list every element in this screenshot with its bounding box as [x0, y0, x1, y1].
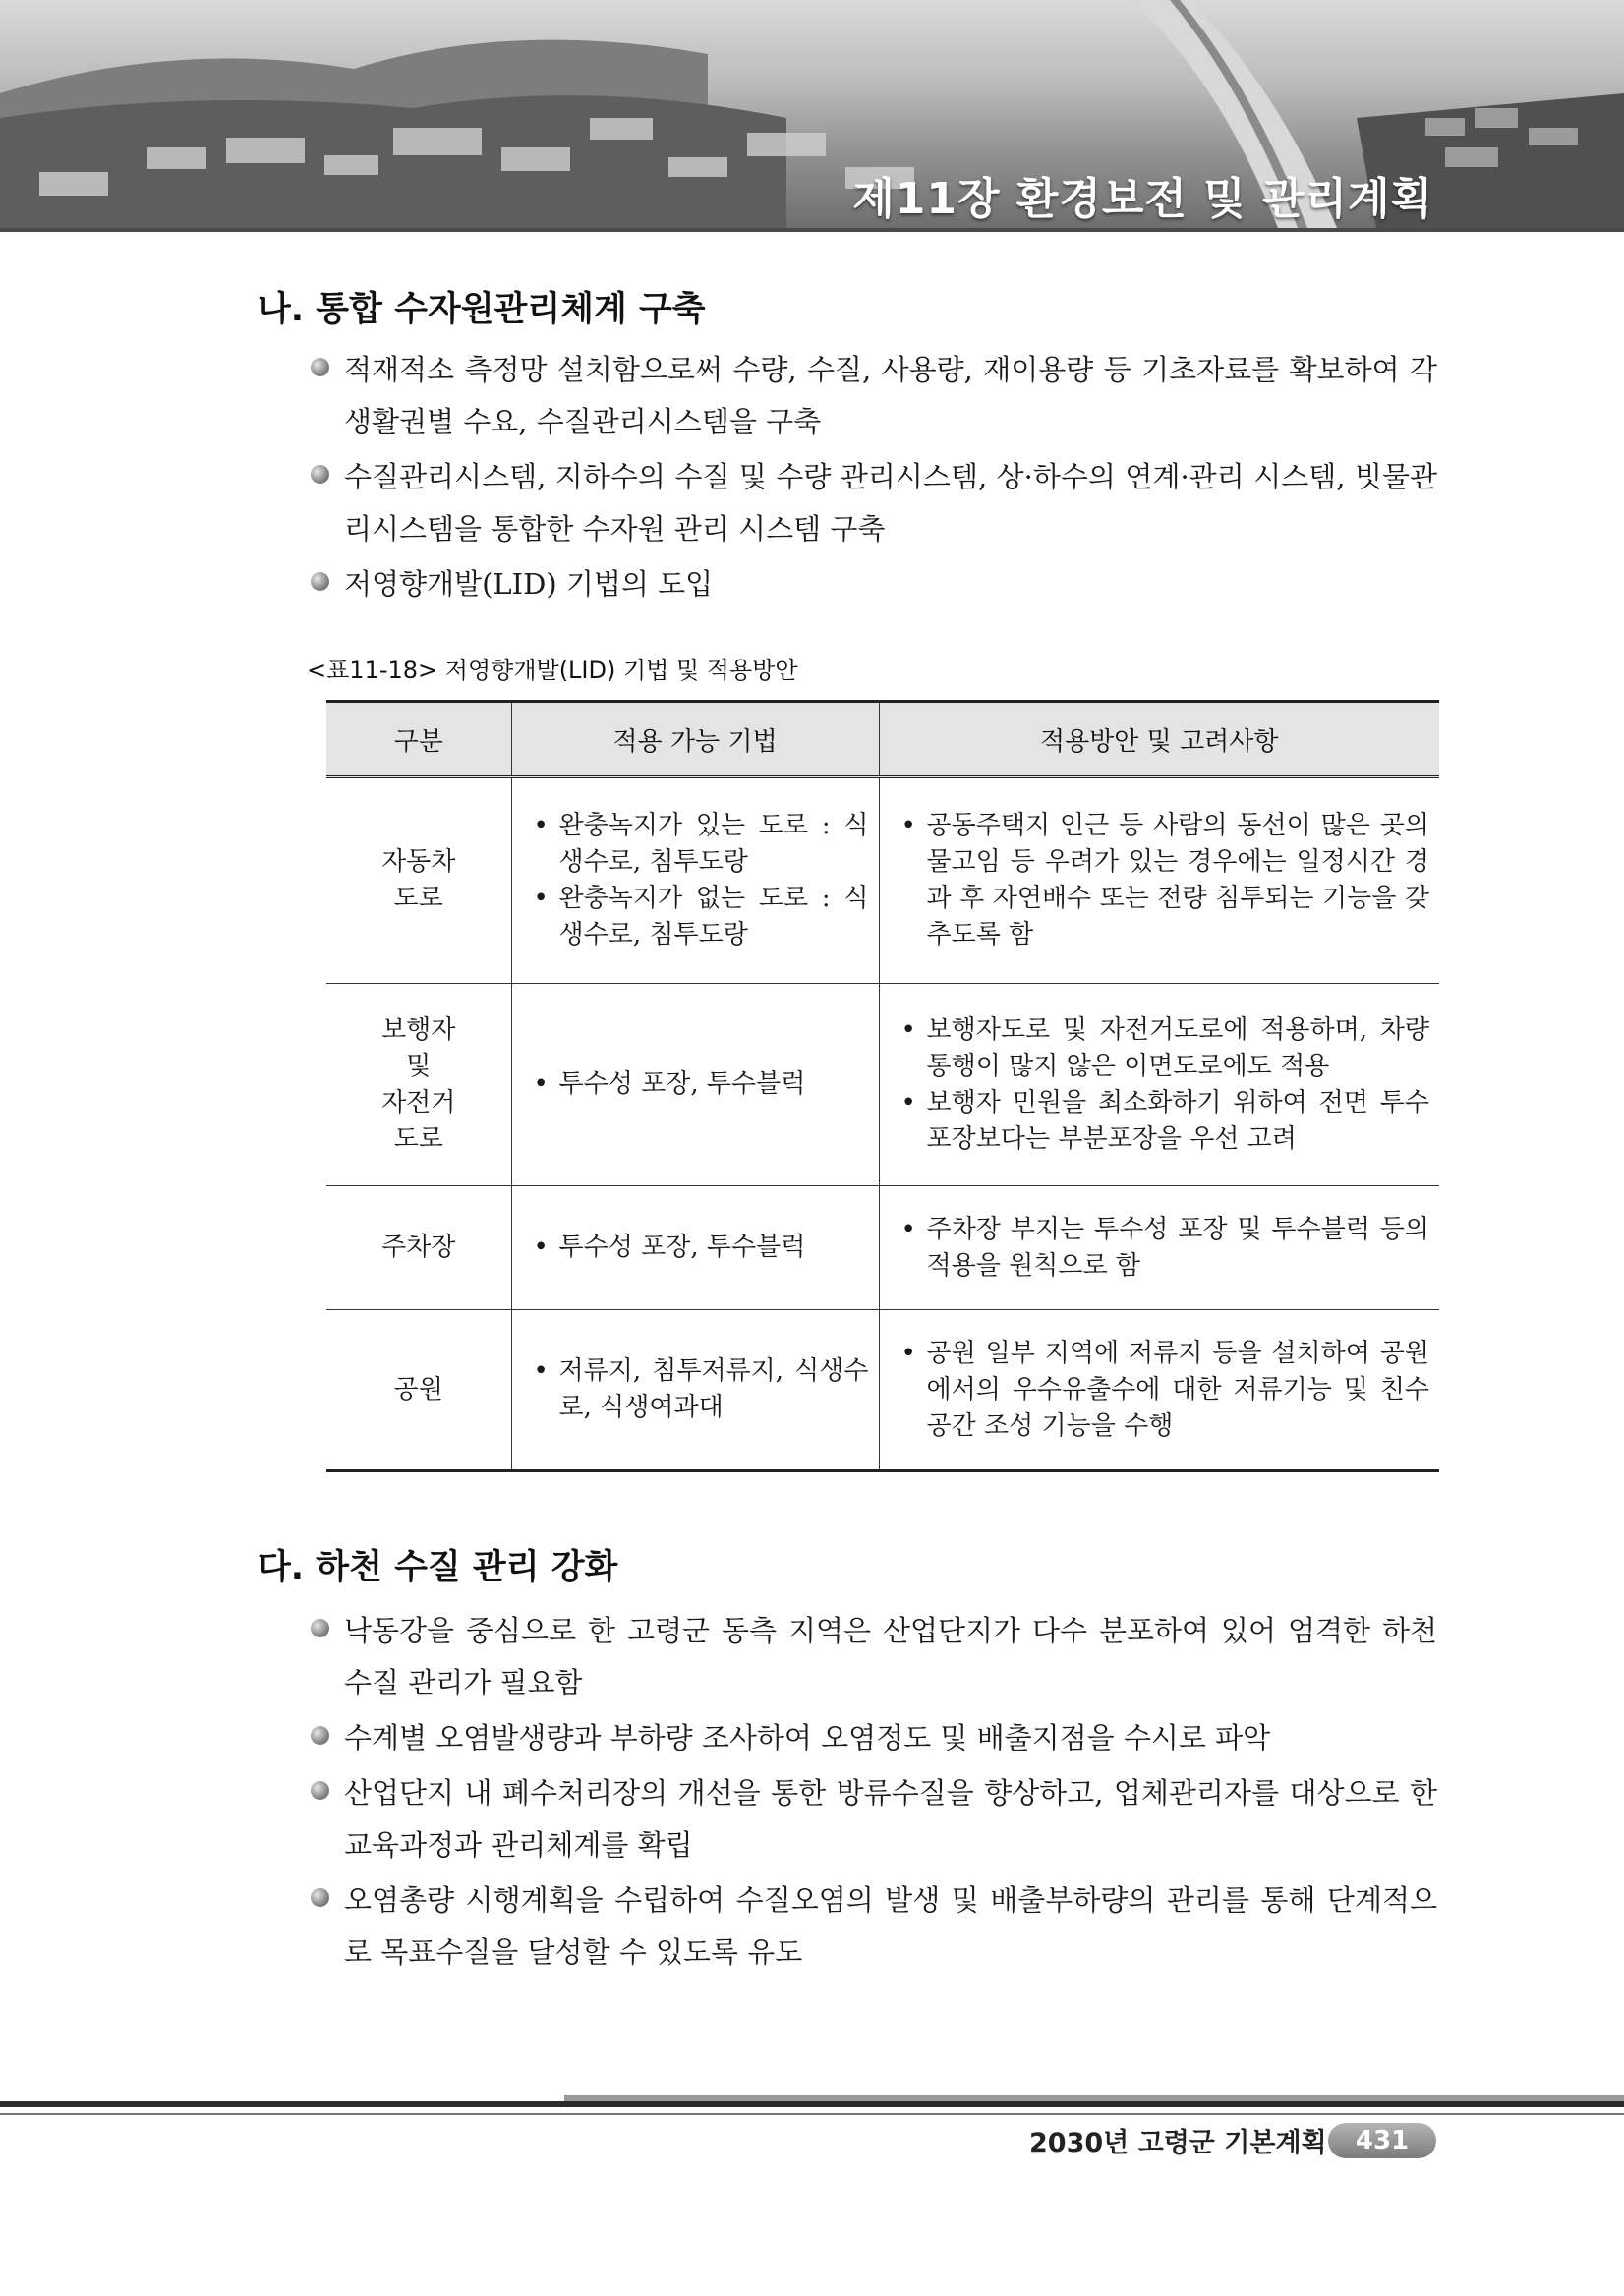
- table-row: [326, 1310, 1439, 1471]
- technique-item: • 완충녹지가 없는 도로 : 식생수로, 침투도랑: [522, 881, 869, 953]
- row-category: 주차장: [326, 1186, 511, 1310]
- section-heading-integrated-water-management: 나. 통합 수자원관리체계 구축: [258, 290, 706, 329]
- footer-title: 2030년 고령군 기본계획: [1029, 2128, 1327, 2158]
- row-considerations: [879, 777, 1439, 984]
- column-header-considerations: 적용방안 및 고려사항: [879, 702, 1439, 777]
- consideration-item: • 공동주택지 인근 등 사람의 동선이 많은 곳의 물고임 등 우려가 있는 경우에는 일정시간 경과 후 자연배수 또는 전량 침투되는 기능을 갖추도록 함: [890, 808, 1430, 953]
- row-category: 자동차 도로: [326, 777, 511, 984]
- column-header-techniques: 적용 가능 기법: [511, 702, 879, 777]
- header-banner: [0, 0, 1624, 228]
- bullet-icon: [311, 1781, 329, 1800]
- row-category: 보행자 및 자전거 도로: [326, 984, 511, 1186]
- header-divider: [0, 228, 1624, 232]
- bullet-icon: [311, 465, 329, 484]
- technique-item: • 투수성 포장, 투수블럭: [522, 1230, 869, 1266]
- row-category: 공원: [326, 1310, 511, 1471]
- technique-item: • 투수성 포장, 투수블럭: [522, 1066, 869, 1103]
- bullet-icon: [311, 1888, 329, 1907]
- table-row: [326, 984, 1439, 1186]
- section-heading-river-water-quality: 다. 하천 수질 관리 강화: [258, 1548, 618, 1587]
- row-techniques: [511, 777, 879, 984]
- consideration-item: • 주차장 부지는 투수성 포장 및 투수블럭 등의 적용을 원칙으로 함: [890, 1212, 1430, 1285]
- bullet-icon: [311, 358, 329, 376]
- column-header-category: 구분: [326, 702, 511, 777]
- consideration-item: • 보행자 민원을 최소화하기 위하여 전면 투수포장보다는 부분포장을 우선 고려: [890, 1085, 1430, 1158]
- chapter-title: 제11장 환경보전 및 관리계획: [852, 174, 1433, 224]
- list-item: 낙동강을 중심으로 한 고령군 동측 지역은 산업단지가 다수 분포하여 있어 엄격한 하천 수질 관리가 필요함: [307, 1605, 1437, 1709]
- bullet-icon: [311, 1619, 329, 1637]
- row-techniques: [511, 1186, 879, 1310]
- bullet-icon: [311, 1726, 329, 1745]
- list-item: 산업단지 내 폐수처리장의 개선을 통한 방류수질을 향상하고, 업체관리자를 대상으로 한 교육과정과 관리체계를 확립: [307, 1767, 1437, 1871]
- table-caption: <표11-18> 저영향개발(LID) 기법 및 적용방안: [307, 657, 798, 684]
- list-item: 수질관리시스템, 지하수의 수질 및 수량 관리시스템, 상·하수의 연계·관리 시스템, 빗물관리시스템을 통합한 수자원 관리 시스템 구축: [307, 451, 1437, 555]
- footer-divider-accent: [564, 2095, 1624, 2101]
- list-item: 수계별 오염발생량과 부하량 조사하여 오염정도 및 배출지점을 수시로 파악: [307, 1712, 1437, 1764]
- list-item: 적재적소 측정망 설치함으로써 수량, 수질, 사용량, 재이용량 등 기초자료를 확보하여 각 생활권별 수요, 수질관리시스템을 구축: [307, 344, 1437, 448]
- row-considerations: [879, 1310, 1439, 1471]
- section-na-bullet-list: [307, 344, 1437, 613]
- table-header-row: [326, 702, 1439, 777]
- technique-item: • 완충녹지가 있는 도로 : 식생수로, 침투도랑: [522, 808, 869, 881]
- technique-item: • 저류지, 침투저류지, 식생수로, 식생여과대: [522, 1353, 869, 1426]
- consideration-item: • 공원 일부 지역에 저류지 등을 설치하여 공원에서의 우수유출수에 대한 저류기능 및 친수공간 조성 기능을 수행: [890, 1336, 1430, 1445]
- consideration-item: • 보행자도로 및 자전거도로에 적용하며, 차량통행이 많지 않은 이면도로에도 적용: [890, 1012, 1430, 1085]
- lid-technique-table: [326, 700, 1439, 1472]
- row-techniques: [511, 1310, 879, 1471]
- row-considerations: [879, 1186, 1439, 1310]
- list-item: 오염총량 시행계획을 수립하여 수질오염의 발생 및 배출부하량의 관리를 통해 단계적으로 목표수질을 달성할 수 있도록 유도: [307, 1874, 1437, 1979]
- footer-divider: [0, 2101, 1624, 2107]
- bullet-icon: [311, 572, 329, 591]
- row-considerations: [879, 984, 1439, 1186]
- page-number: 431: [1328, 2123, 1436, 2158]
- section-da-bullet-list: [307, 1605, 1437, 1981]
- footer-divider-thin: [0, 2113, 1624, 2115]
- table-row: [326, 1186, 1439, 1310]
- row-techniques: [511, 984, 879, 1186]
- table-row: [326, 777, 1439, 984]
- list-item: 저영향개발(LID) 기법의 도입: [307, 558, 1437, 610]
